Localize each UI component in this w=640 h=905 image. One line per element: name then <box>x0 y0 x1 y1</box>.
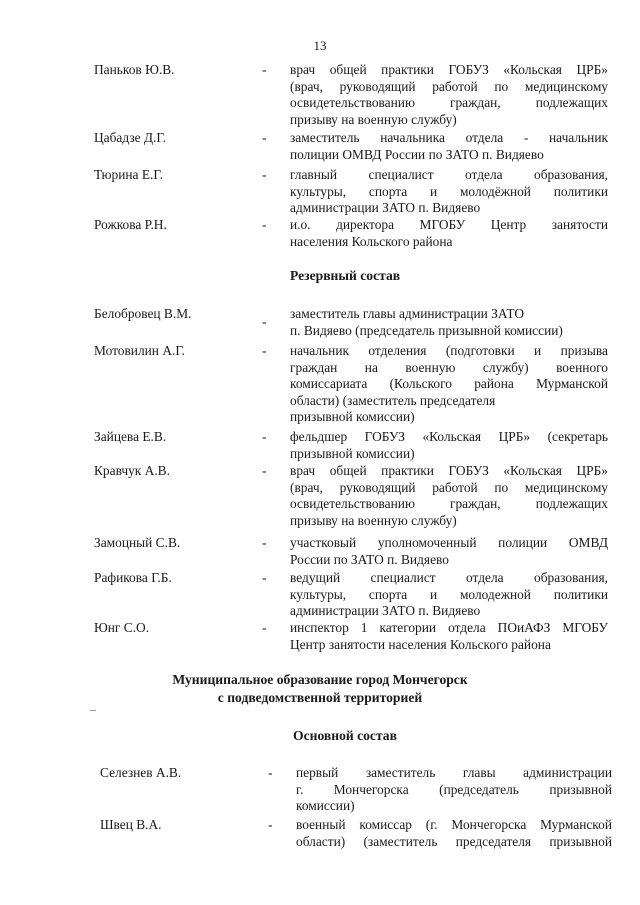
member-role <box>290 535 608 568</box>
member-name: Кравчук А.В. <box>94 463 170 478</box>
page-number: 13 <box>313 38 327 53</box>
section-heading-reserve: Резервный состав <box>290 268 401 283</box>
role-line: полиции ОМВД России по ЗАТО п. Видяево <box>290 146 544 162</box>
role-line: призывной комиссии) <box>290 445 415 461</box>
role-line: начальник отделения (подготовки и призыва <box>290 343 608 358</box>
role-line: культуры, спорта и молодёжной политики <box>290 183 608 199</box>
member-role <box>290 429 608 462</box>
municipality-heading-line-1: Муниципальное образование город Мончегорск <box>172 672 468 687</box>
member-role <box>290 620 608 653</box>
entry-dash: - <box>262 62 267 77</box>
role-line: первый заместитель главы администрации <box>296 765 612 780</box>
municipality-heading-line-2: с подведомственной территорией <box>217 690 423 705</box>
member-role <box>296 817 612 850</box>
role-line: и.о. директора МГОБУ Центр занятости <box>290 217 608 232</box>
member-name: Паньков Ю.В. <box>94 62 175 77</box>
member-role <box>290 130 608 163</box>
entry-dash: - <box>262 343 267 358</box>
entry-dash: - <box>262 217 267 232</box>
role-line: населения Кольского района <box>290 233 453 249</box>
role-line: комиссариата (Кольского района Мурманской <box>290 376 608 392</box>
member-name: Мотовилин А.Г. <box>94 343 185 358</box>
role-line: области) (заместитель председателя <box>290 392 496 408</box>
entry-dash: - <box>262 535 267 550</box>
entry-dash: - <box>262 429 267 444</box>
role-line: участковый уполномоченный полиции ОМВД <box>290 535 608 550</box>
role-line: призыву на военную службу) <box>290 111 457 127</box>
role-line: п. Видяево (председатель призывной комиссии) <box>290 322 563 338</box>
member-name: Рожкова Р.Н. <box>94 217 167 232</box>
role-line: фельдшер ГОБУЗ «Кольская ЦРБ» (секретарь <box>290 429 608 444</box>
role-line: освидетельствованию граждан, подлежащих <box>290 496 608 512</box>
member-name: Зайцева Е.В. <box>94 429 167 444</box>
member-name: Рафикова Г.Б. <box>94 570 172 585</box>
role-line: ведущий специалист отдела образования, <box>290 570 608 585</box>
role-line: граждан на военную службу) военного <box>290 359 608 375</box>
member-role <box>290 306 608 339</box>
role-line: (врач, руководящий работой по медицинскому <box>290 78 608 94</box>
entry-dash: - <box>268 817 273 832</box>
member-name: Юнг С.О. <box>94 620 150 635</box>
member-role <box>290 217 608 250</box>
entry-dash: - <box>262 463 267 478</box>
member-name: Цабадзе Д.Г. <box>94 130 166 145</box>
role-line: администрации ЗАТО п. Видяево <box>290 603 481 619</box>
role-line: врач общей практики ГОБУЗ «Кольская ЦРБ» <box>290 463 608 478</box>
member-name: Белобровец В.М. <box>94 306 192 321</box>
entry-dash: - <box>262 570 267 585</box>
role-line: культуры, спорта и молодежной политики <box>290 586 608 602</box>
role-line: области) (заместитель председателя призывной <box>296 833 612 849</box>
member-role <box>296 765 612 815</box>
role-line: администрации ЗАТО п. Видяево <box>290 200 481 216</box>
entry-dash: - <box>262 314 267 329</box>
entry-dash: - <box>262 167 267 182</box>
entry-dash: - <box>268 765 273 780</box>
role-line: инспектор 1 категории отдела ПОиАФЗ МГОБУ <box>290 620 608 635</box>
role-line: (врач, руководящий работой по медицинскому <box>290 479 608 495</box>
role-line: комиссии) <box>296 798 355 814</box>
member-name: Швец В.А. <box>100 817 162 832</box>
entry-dash: - <box>262 130 267 145</box>
role-line: Центр занятости населения Кольского района <box>290 636 551 652</box>
entry-dash: - <box>262 620 267 635</box>
member-name: Замоцный С.В. <box>94 535 181 550</box>
role-line: г. Мончегорска (председатель призывной <box>296 781 612 797</box>
role-line: военный комиссар (г. Мончегорска Мурманской <box>296 817 612 832</box>
member-role <box>290 343 608 426</box>
role-line: заместитель начальника отдела - начальник <box>290 130 608 145</box>
member-role <box>290 167 608 217</box>
member-role <box>290 570 608 620</box>
role-line: призывной комиссии) <box>290 409 415 425</box>
section-heading-main: Основной состав <box>293 728 397 743</box>
member-name: Селезнев А.В. <box>100 765 182 780</box>
role-line: главный специалист отдела образования, <box>290 167 608 182</box>
member-name: Тюрина Е.Г. <box>94 167 163 182</box>
member-role <box>290 463 608 529</box>
scan-mark <box>90 710 96 711</box>
role-line: заместитель главы администрации ЗАТО <box>290 306 525 321</box>
member-role <box>290 62 608 128</box>
role-line: призыву на военную службу) <box>290 512 457 528</box>
role-line: России по ЗАТО п. Видяево <box>290 551 449 567</box>
role-line: врач общей практики ГОБУЗ «Кольская ЦРБ» <box>290 62 608 77</box>
role-line: освидетельствованию граждан, подлежащих <box>290 95 608 111</box>
